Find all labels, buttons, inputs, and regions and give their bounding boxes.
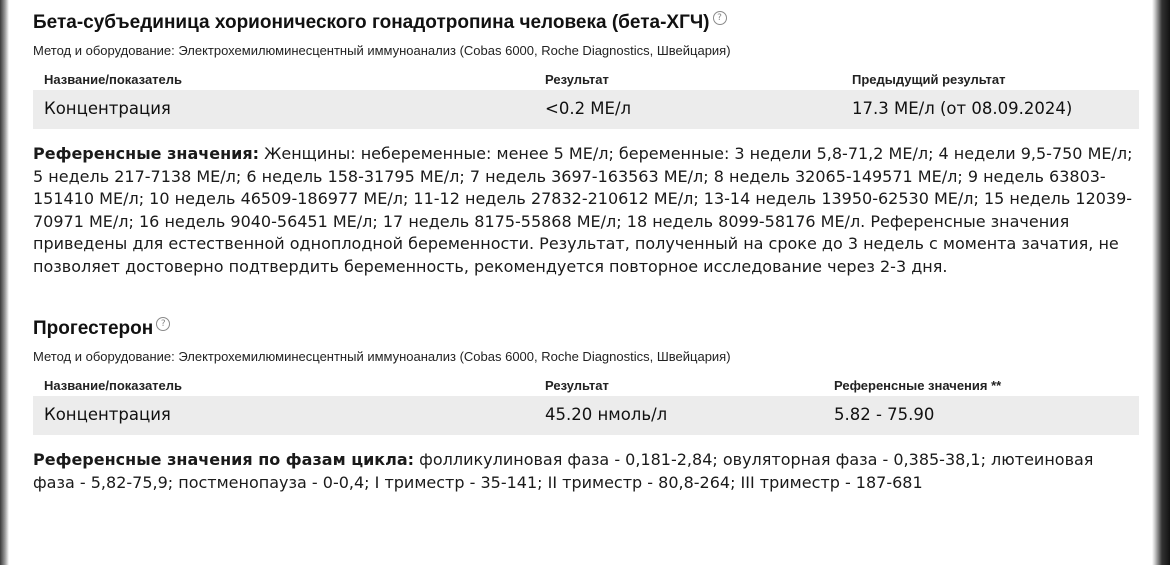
column-header-reference: Референсные значения ** [834,378,1002,393]
page-edge-shadow-right [1152,0,1170,565]
row-previous-result: 17.3 МЕ/л (от 08.09.2024) [852,99,1073,118]
hcg-title [33,12,1139,34]
progesterone-method: Метод и оборудование: Электрохемилюминесцентный иммуноанализ (Cobas 6000, Roche Diagnostics, Швейцария) [33,349,731,364]
column-header-name: Название/показатель [44,378,183,393]
hcg-method: Метод и оборудование: Электрохемилюминесцентный иммуноанализ (Cobas 6000, Roche Diagnostics, Швейцария) [33,43,731,58]
hcg-section [33,12,1139,294]
row-name: Концентрация [44,405,171,424]
progesterone-reference-label: Референсные значения по фазам цикла: [33,450,415,469]
progesterone-table-header [33,376,1139,396]
column-header-previous: Предыдущий результат [852,72,1006,87]
row-reference: 5.82 - 75.90 [834,405,935,424]
hcg-reference-values [33,143,1139,278]
progesterone-title [33,318,1139,340]
hcg-reference-text: Женщины: небеременные: менее 5 МЕ/л; беременные: 3 недели 5,8-71,2 МЕ/л; 4 недели 9,5-750 МЕ/л; 5 недель 217-7138 МЕ/л; 6 недель 158-31795 МЕ/л; 7 недель 3697-163563 МЕ/л; 8 недель 32065-149571 МЕ/л; 9 недель 63803-151410 МЕ/л; 10 недель 46509-186977 МЕ/л; 11-12 недель 27832-210612 МЕ/л; 13-14 недель 13950-62530 МЕ/л; 15 недель 12039-70971 МЕ/л; 16 недель 9040-56451 МЕ/л; 17 недель 8175-55868 МЕ/л; 18 недель 8099-58176 МЕ/л. Референсные значения приведены для естественной одноплодной беременности. Результат, полученный на сроке до 3 недель с момента зачатия, не позволяет достоверно подтвердить беременность, рекомендуется повторное исследование через 2-3 дня. [33,144,1133,276]
hcg-table-header [33,70,1139,90]
progesterone-table-row [33,396,1139,435]
hcg-table-row [33,90,1139,129]
progesterone-reference-values [33,449,1139,494]
progesterone-section [33,318,1139,510]
hcg-title-text: Бета-субъединица хорионического гонадотропина человека (бета-ХГЧ) [33,12,710,33]
page-edge-shadow-left [0,0,9,565]
question-circle-icon[interactable]: ? [713,11,727,25]
question-circle-icon[interactable]: ? [156,317,170,331]
column-header-result: Результат [545,378,609,393]
column-header-result: Результат [545,72,609,87]
hcg-reference-label: Референсные значения: [33,144,260,163]
row-result: <0.2 МЕ/л [545,99,632,118]
row-name: Концентрация [44,99,171,118]
row-result: 45.20 нмоль/л [545,405,668,424]
progesterone-title-text: Прогестерон [33,318,154,339]
column-header-name: Название/показатель [44,72,183,87]
progesterone-reference-text: фолликулиновая фаза - 0,181-2,84; овуляторная фаза - 0,385-38,1; лютеиновая фаза - 5,82-75,9; постменопауза - 0-0,4; I триместр - 35-141; II триместр - 80,8-264; III триместр - 187-681 [33,450,1094,492]
